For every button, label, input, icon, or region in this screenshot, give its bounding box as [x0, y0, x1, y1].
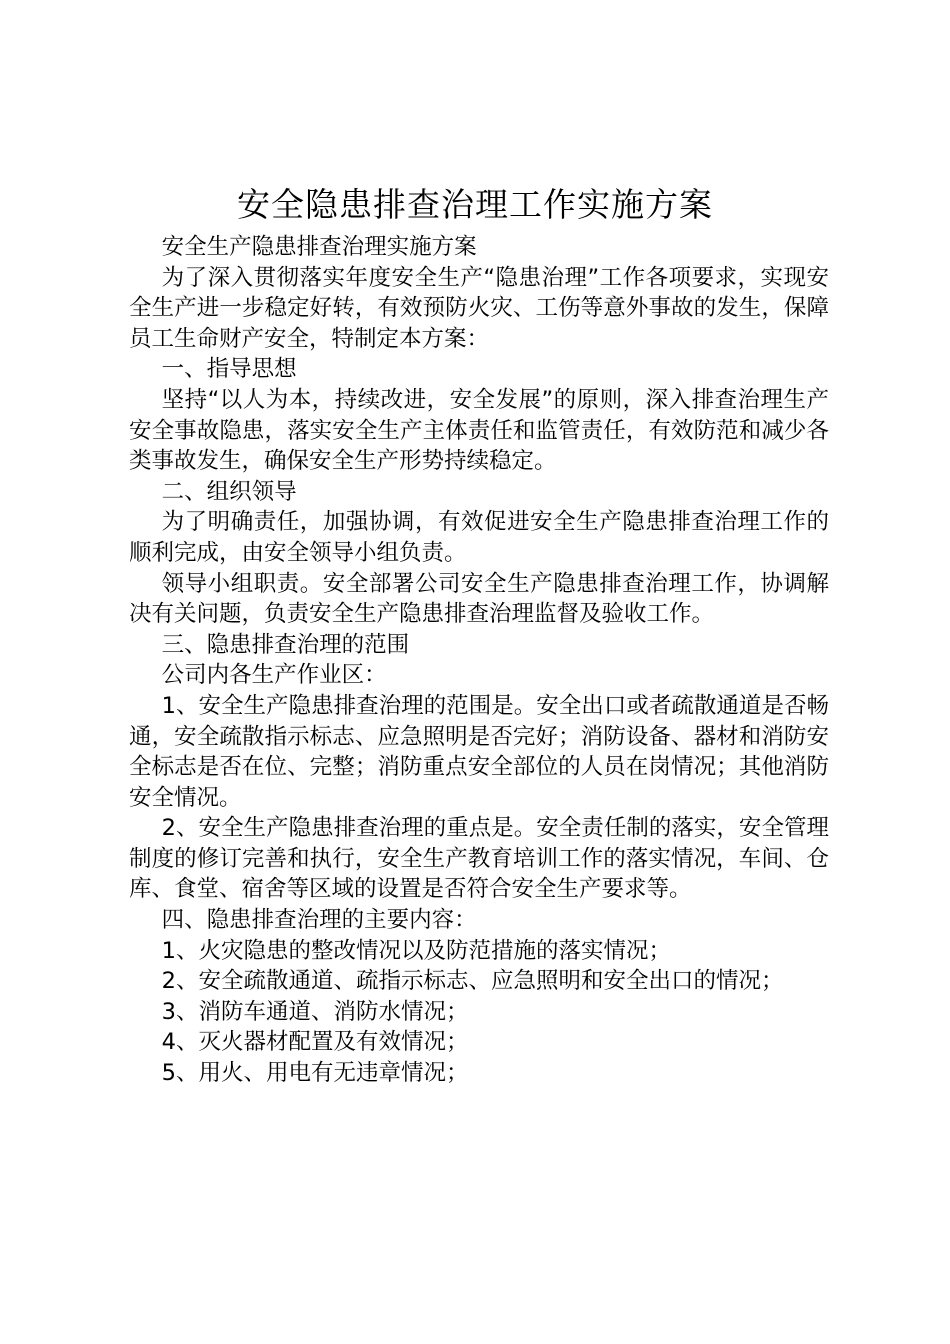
document-title: 安全隐患排查治理工作实施方案 — [237, 185, 713, 224]
paragraph-intro: 为了深入贯彻落实年度安全生产“隐患治理”工作各项要求，实现安全生产进一步稳定好转，有效预防火灾、工伤等意外事故的发生，保障员工生命财产安全，特制定本方案： — [129, 264, 829, 352]
paragraph-leadership-duties: 领导小组职责。安全部署公司安全生产隐患排查治理工作，协调解决有关问题，负责安全生产隐患排查治理监督及验收工作。 — [129, 570, 829, 628]
paragraph-scope-areas: 公司内各生产作业区： — [161, 662, 387, 689]
paragraph-organization: 为了明确责任，加强协调，有效促进安全生产隐患排查治理工作的顺利完成，由安全领导小组负责。 — [129, 509, 829, 566]
section-heading-guiding-ideology: 一、指导思想 — [161, 356, 297, 383]
section-heading-scope: 三、隐患排查治理的范围 — [161, 631, 410, 658]
list-item-content-2: 2、安全疏散通道、疏指示标志、应急照明和安全出口的情况； — [161, 968, 784, 995]
list-item-content-1: 1、火灾隐患的整改情况以及防范措施的落实情况； — [161, 937, 671, 964]
list-item-content-3: 3、消防车通道、消防水情况； — [161, 998, 469, 1025]
list-item-scope-1: 1、安全生产隐患排查治理的范围是。安全出口或者疏散通道是否畅通，安全疏散指示标志、应急照明是否完好；消防设备、器材和消防安全标志是否在位、完整；消防重点安全部位的人员在岗情况；其他消防安全情况。 — [129, 692, 829, 811]
section-heading-organization: 二、组织领导 — [161, 478, 297, 505]
list-item-scope-2: 2、安全生产隐患排查治理的重点是。安全责任制的落实，安全管理制度的修订完善和执行，安全生产教育培训工作的落实情况，车间、仓库、食堂、宿舍等区域的设置是否符合安全生产要求等。 — [129, 815, 829, 903]
paragraph-subtitle: 安全生产隐患排查治理实施方案 — [161, 234, 477, 260]
list-item-content-5: 5、用火、用电有无违章情况； — [161, 1060, 469, 1087]
document-body — [129, 232, 829, 1089]
list-item-content-4: 4、灭火器材配置及有效情况； — [161, 1029, 469, 1056]
paragraph-guiding-ideology: 坚持“以人为本，持续改进，安全发展”的原则，深入排查治理生产安全事故隐患，落实安全生产主体责任和监管责任，有效防范和减少各类事故发生，确保安全生产形势持续稳定。 — [129, 386, 829, 475]
section-heading-main-content: 四、隐患排查治理的主要内容： — [161, 907, 477, 934]
